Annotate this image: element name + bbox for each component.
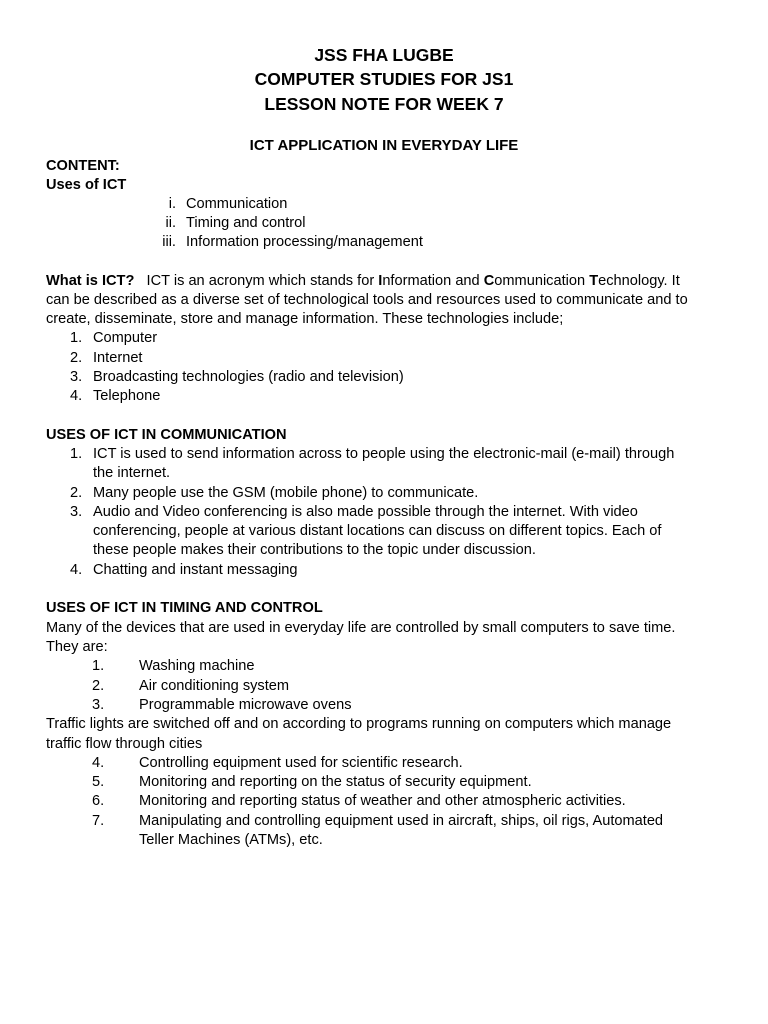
list-number: 3. (70, 369, 83, 385)
subject-title: COMPUTER STUDIES FOR JS1 (254, 69, 514, 89)
communication-item: conferencing, people at various distant locations can discuss on different topics. Each of (93, 523, 662, 539)
control-item: Controlling equipment used for scientific research. (139, 755, 463, 771)
technology-item: Internet (93, 350, 143, 366)
acronym-letter: C (483, 273, 495, 289)
list-number: 4. (70, 388, 83, 404)
traffic-line: traffic flow through cities (46, 736, 203, 752)
list-number: 5. (92, 774, 105, 790)
communication-item: Many people use the GSM (mobile phone) to communicate. (93, 485, 479, 501)
timing-intro-line: They are: (46, 639, 108, 655)
definition-text: ommunication (494, 273, 590, 289)
technology-item: Telephone (93, 388, 161, 404)
device-item: Air conditioning system (139, 678, 290, 694)
control-item: Monitoring and reporting on the status of security equipment. (139, 774, 532, 790)
list-number: 1. (70, 330, 83, 346)
definition-text: echnology. It (598, 273, 680, 289)
communication-heading: USES OF ICT IN COMMUNICATION (46, 427, 287, 443)
list-number: 4. (70, 562, 83, 578)
device-item: Washing machine (139, 658, 255, 674)
list-number: 1. (70, 446, 83, 462)
content-item-number: i. (168, 196, 176, 212)
technology-item: Broadcasting technologies (radio and television) (93, 369, 404, 385)
control-item: Teller Machines (ATMs), etc. (139, 832, 323, 848)
topic-title: ICT APPLICATION IN EVERYDAY LIFE (249, 137, 519, 154)
definition-line: can be described as a diverse set of technological tools and resources used to communicate and to (46, 292, 688, 308)
list-number: 1. (92, 658, 105, 674)
list-number: 2. (70, 485, 83, 501)
definition-line: create, disseminate, store and manage information. These technologies include; (46, 311, 564, 327)
acronym-letter: T (589, 273, 599, 289)
technology-item: Computer (93, 330, 158, 346)
content-item-number: iii. (162, 234, 176, 250)
list-number: 3. (70, 504, 83, 520)
list-number: 2. (70, 350, 83, 366)
timing-control-heading: USES OF ICT IN TIMING AND CONTROL (46, 600, 323, 616)
acronym-letter: I (378, 273, 383, 289)
content-label: CONTENT: (46, 158, 120, 174)
lesson-title: LESSON NOTE FOR WEEK 7 (264, 94, 504, 114)
traffic-line: Traffic lights are switched off and on according to programs running on computers which manage (46, 716, 672, 732)
definition-text: nformation and (382, 273, 484, 289)
communication-item: ICT is used to send information across to people using the electronic-mail (e-mail) through (93, 446, 675, 462)
list-number: 7. (92, 813, 105, 829)
uses-of-ict-subheading: Uses of ICT (46, 177, 127, 193)
device-item: Programmable microwave ovens (139, 697, 352, 713)
timing-intro-line: Many of the devices that are used in everyday life are controlled by small computers to save time. (46, 620, 676, 636)
what-is-ict-label: What is ICT? (46, 273, 135, 289)
control-item: Manipulating and controlling equipment used in aircraft, ships, oil rigs, Automated (139, 813, 664, 829)
content-item: Timing and control (186, 215, 306, 231)
communication-item: these people makes their contributions to the topic under discussion. (93, 542, 536, 558)
list-number: 6. (92, 793, 105, 809)
content-item: Communication (186, 196, 288, 212)
school-name: JSS FHA LUGBE (314, 45, 454, 65)
communication-item: Audio and Video conferencing is also made possible through the internet. With video (93, 504, 638, 520)
what-is-ict-line (46, 272, 680, 291)
communication-item: Chatting and instant messaging (93, 562, 298, 578)
list-number: 2. (92, 678, 105, 694)
control-item: Monitoring and reporting status of weather and other atmospheric activities. (139, 793, 626, 809)
list-number: 3. (92, 697, 105, 713)
communication-item: the internet. (93, 465, 171, 481)
content-item-number: ii. (165, 215, 176, 231)
list-number: 4. (92, 755, 105, 771)
definition-text: ICT is an acronym which stands for (146, 273, 379, 289)
content-item: Information processing/management (186, 234, 423, 250)
